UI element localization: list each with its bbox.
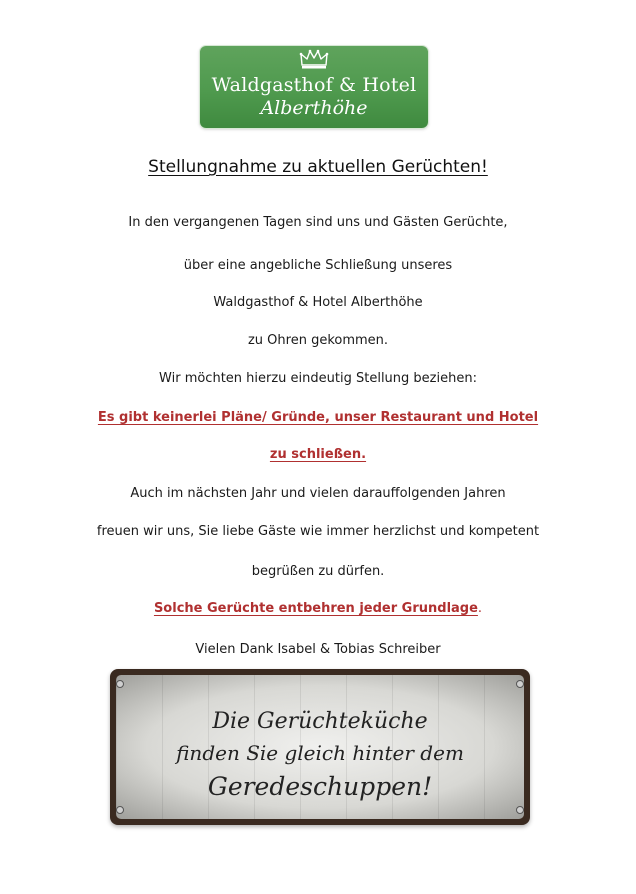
signature-line: Vielen Dank Isabel & Tobias Schreiber: [195, 642, 441, 657]
paragraph-line: zu Ohren gekommen.: [247, 333, 389, 348]
highlight-line: zu schließen.: [269, 447, 367, 462]
closing-statement: [0, 600, 636, 618]
paragraph-line: freuen wir uns, Sie liebe Gäste wie immer herzlichst und kompetent: [96, 524, 540, 539]
sign-line: Die Gerüchteküche: [212, 709, 428, 734]
screw-hole-icon: [516, 680, 524, 688]
highlight-line: Es gibt keinerlei Pläne/ Gründe, unser Restaurant und Hotel: [97, 410, 539, 425]
logo-place-line: Alberthöhe: [260, 97, 368, 119]
logo-name-line: Waldgasthof & Hotel: [211, 74, 417, 96]
paragraph-line: Auch im nächsten Jahr und vielen darauffolgenden Jahren: [130, 486, 506, 501]
sign-line: finden Sie gleich hinter dem: [176, 741, 464, 765]
closing-statement-text: Solche Gerüchte entbehren jeder Grundlage: [153, 601, 478, 616]
screw-hole-icon: [116, 680, 124, 688]
paragraph-line: In den vergangenen Tagen sind uns und Gästen Gerüchte,: [128, 215, 508, 230]
closing-period: .: [477, 601, 483, 616]
screw-hole-icon: [116, 806, 124, 814]
hotel-logo: [200, 46, 428, 128]
page-title: Stellungnahme zu aktuellen Gerüchten!: [148, 157, 488, 177]
rumor-sign: [110, 669, 530, 825]
sign-line: Geredeschuppen!: [207, 772, 433, 801]
sign-face: [116, 675, 524, 819]
paragraph-line: Waldgasthof & Hotel Alberthöhe: [213, 295, 423, 310]
paragraph-line: über eine angebliche Schließung unseres: [183, 258, 453, 273]
paragraph-line: begrüßen zu dürfen.: [251, 564, 385, 579]
crown-icon: [299, 48, 329, 70]
paragraph-line: Wir möchten hierzu eindeutig Stellung beziehen:: [159, 371, 477, 386]
screw-hole-icon: [516, 806, 524, 814]
